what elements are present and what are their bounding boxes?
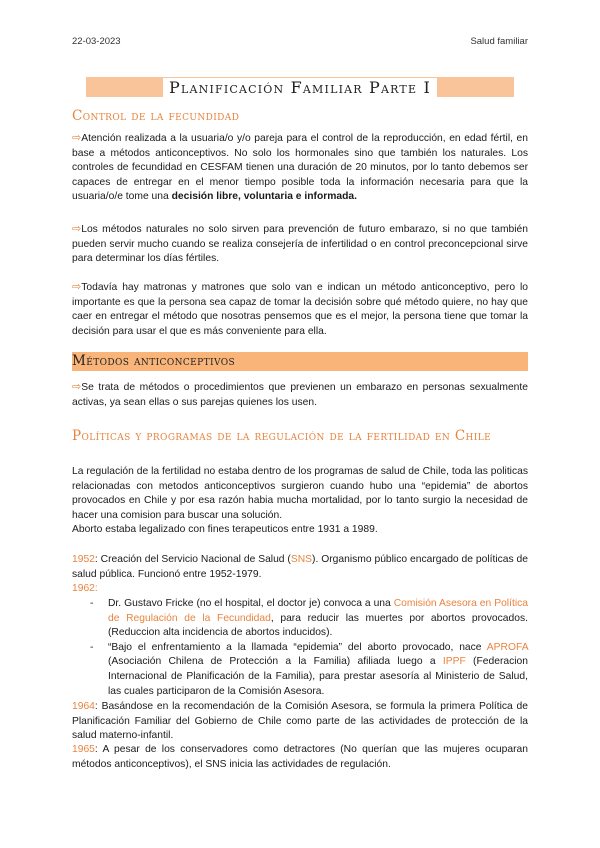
year-1965: 1965 (72, 744, 95, 755)
arrow-icon: ⇨ (72, 380, 82, 393)
paragraph-metodos: ⇨Se trata de métodos o procedimientos que previenen un embarazo en personas sexualmente activas, ya sean ellas o sus parejas quienes los usen. (72, 380, 528, 408)
paragraph-1952: 1952: Creación del Servicio Nacional de Salud (SNS). Organismo público encargado de políticas de salud pública. Funcionó entre 1952-1979. (72, 554, 528, 580)
comision-link: Comisión Asesora en Política de Regulación de la Fecundidad (108, 598, 528, 624)
aprofa-link: APROFA (486, 641, 528, 653)
title-label: Planificación Familiar Parte I (163, 78, 437, 97)
arrow-icon: ⇨ (72, 131, 82, 144)
bold-decision: decisión libre, voluntaria e informada. (171, 191, 357, 203)
paragraph-1965: 1965: A pesar de los conservadores como detractores (No querían que las mujeres ocuparan métodos anticonceptivos), el SNS inicia las actividades de regulación. (72, 744, 528, 770)
heading-control-fecundidad: Control de la fecundidad (72, 108, 240, 124)
year-1952: 1952 (72, 554, 95, 565)
page-header (72, 36, 528, 50)
label-1962: 1962: (72, 583, 98, 594)
heading-metodos: Métodos anticonceptivos (72, 353, 236, 369)
paragraph-control-1: ⇨Atención realizada a la usuaria/o y/o pareja para el control de la reproducción, en edad fértil, en base a métodos anticonceptivos. No solo los hormonales sino que también los naturales. Los controles de fecundidad en CESFAM tienen una duración de 20 minutos, por lo tanto debemos ser capaces de entregar en el menor tiempo posible toda la información necesaria para que la usuaria/o/e tome una decisión libre, voluntaria e informada. (72, 131, 528, 203)
header-course: Salud familiar (470, 36, 528, 47)
document-title (0, 77, 600, 99)
year-1964: 1964 (72, 701, 95, 712)
list-1962 (72, 597, 528, 699)
heading-politicas: Políticas y programas de la regulación de la fertilidad en Chile (72, 428, 492, 444)
list-item: - “Bajo el enfrentamiento a la llamada “epidemia” del aborto provocado, nace APROFA (Asociación Chilena de Protección a la Familia) afiliada luego a IPPF (Federacion Internacional de Planificación de la Familia), para prestar asesoría al Ministerio de Salud, las cuales participaron de la Comisión Asesora. (90, 641, 528, 697)
aborto-line: Aborto estaba legalizado con fines terapeuticos entre 1931 a 1989. (72, 524, 378, 536)
paragraph-1964: 1964: Basándose en la recomendación de la Comisión Asesora, se formula la primera Política de Planificación Familiar del Gobierno de Chile como parte de las actividades de protección de la salud materno-infantil. (72, 701, 528, 742)
year-1962: 1962 (72, 583, 95, 594)
paragraph-control-2: ⇨Los métodos naturales no solo sirven para prevención de futuro embarazo, si no que también pueden servir mucho cuando se realiza consejería de infertilidad o en control preconcepcional sirve para determinar los días fértiles. (72, 222, 528, 265)
paragraph-control-3: ⇨Todavía hay matronas y matrones que solo van e indican un método anticonceptivo, pero lo importante es que la persona sea capaz de tomar la decisión sobre qué método quiere, no hay que caer en entregar el método que nosotras pensemos que es el mejor, la persona tiene que tomar la decisión para usar el que es más conveniente para ella. (72, 280, 528, 337)
sns-link: SNS (290, 554, 313, 565)
ippf-link: IPPF (442, 656, 466, 668)
header-date: 22-03-2023 (72, 36, 121, 47)
arrow-icon: ⇨ (72, 222, 82, 235)
list-item: - Dr. Gustavo Fricke (no el hospital, el doctor je) convoca a una Comisión Asesora en Política de Regulación de la Fecundidad, para reducir las muertes por abortos provocados. (Reduccion alta incidencia de abortos inducidos). (90, 598, 528, 639)
arrow-icon: ⇨ (72, 280, 82, 293)
paragraph-politicas-intro: La regulación de la fertilidad no estaba dentro de los programas de salud de Chile, toda las politicas relacionadas con metodos anticonceptivos surgieron cuando hubo una “epidemia” de abortos provocados en Chile y por esa razón habia mucha mortalidad, por lo tanto surgio la necesidad de hacer una comision para buscar una solución. Aborto estaba legalizado con fines terapeuticos entre 1931 a 1989. (72, 466, 528, 536)
